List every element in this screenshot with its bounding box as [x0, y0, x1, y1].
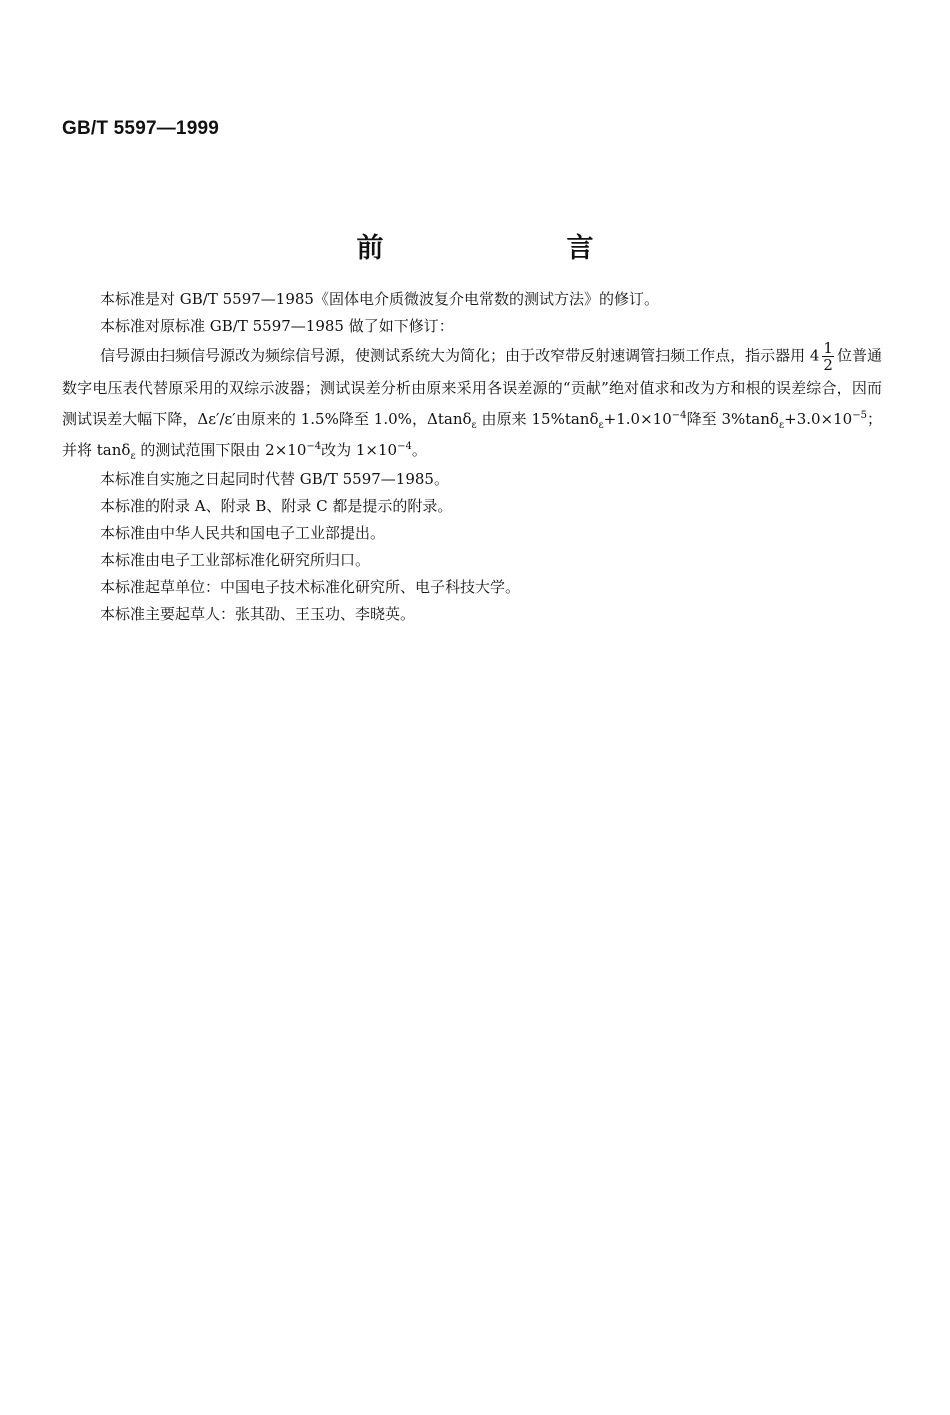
mod-text-2: 位普通数字电压表代替原采用的双综示波器；测试误差分析由原来采用各误差源的“贡献”绝对值求和改为方和根的误差综合，因而测试误差大幅下降，Δε′/ε′由原来的 1.5%降至 1.0%，Δtanδ — [62, 346, 882, 428]
fraction-one-half — [822, 340, 834, 373]
paragraph-proposed-by: 本标准由中华人民共和国电子工业部提出。 — [100, 524, 386, 542]
fraction-denominator: 2 — [823, 356, 833, 374]
mod-text-5: 降至 3%tanδ — [686, 410, 779, 428]
paragraph-appendices: 本标准的附录 A、附录 B、附录 C 都是提示的附录。 — [100, 497, 453, 515]
mod-text-8: 的测试范围下限由 2×10 — [135, 441, 307, 459]
exponent-neg4-1: −4 — [671, 410, 687, 421]
subscript-epsilon-2: ε — [598, 420, 604, 431]
paragraph-modifications — [62, 340, 882, 466]
mod-text-3: 由原来 15%tanδ — [476, 410, 599, 428]
subscript-epsilon-3: ε — [778, 420, 785, 431]
exponent-neg5: −5 — [852, 410, 867, 421]
paragraph-supersedes: 本标准自实施之日起同时代替 GB/T 5597—1985。 — [100, 470, 449, 488]
mod-text-9: 改为 1×10 — [321, 441, 398, 459]
mod-text-10: 。 — [411, 441, 427, 459]
mod-text-4: +1.0×10 — [603, 410, 672, 428]
standard-code: GB/T 5597—1999 — [62, 118, 219, 139]
mod-text-7: ；并将 tanδ — [62, 410, 882, 459]
fraction-numerator: 1 — [823, 339, 833, 357]
paragraph-administered-by: 本标准由电子工业部标准化研究所归口。 — [100, 551, 371, 569]
section-title: 前 言 — [356, 233, 672, 264]
paragraph-revision-intro: 本标准对原标准 GB/T 5597—1985 做了如下修订： — [100, 317, 454, 335]
mod-text-1: 信号源由扫频信号源改为频综信号源，使测试系统大为简化；由于改窄带反射速调管扫频工作点，指示器用 4 — [100, 346, 820, 365]
subscript-epsilon-4: ε — [130, 451, 136, 462]
exponent-neg4-3: −4 — [397, 441, 412, 452]
paragraph-drafting-units: 本标准起草单位：中国电子技术标准化研究所、电子科技大学。 — [100, 578, 521, 596]
subscript-epsilon-1: ε — [471, 420, 477, 431]
preface-body — [62, 286, 882, 628]
paragraph-revision-basis: 本标准是对 GB/T 5597—1985《固体电介质微波复介电常数的测试方法》的修订。 — [100, 290, 659, 308]
mod-text-6: +3.0×10 — [784, 410, 853, 428]
paragraph-drafters: 本标准主要起草人：张其劭、王玉功、李晓英。 — [100, 605, 416, 623]
exponent-neg4-2: −4 — [306, 441, 322, 452]
